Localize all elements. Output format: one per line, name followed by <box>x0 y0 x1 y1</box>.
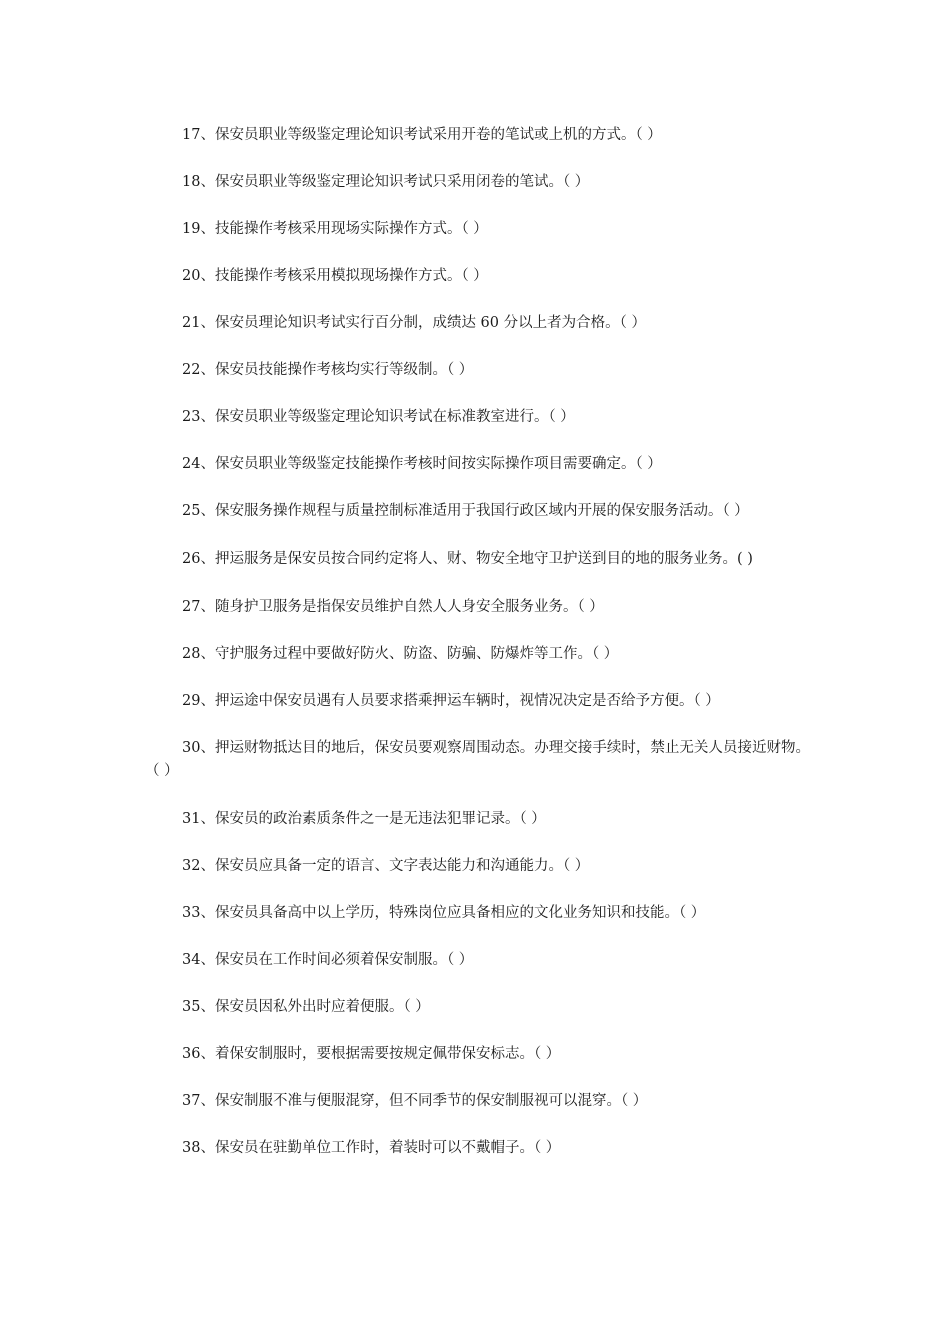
question-27: 27、随身护卫服务是指保安员维护自然人人身安全服务业务。（ ） <box>182 599 604 615</box>
question-26: 26、押运服务是保安员按合同约定将人、财、物安全地守卫护送到目的地的服务业务。( ) <box>182 551 753 567</box>
question-list <box>145 124 810 1184</box>
question-37: 37、保安制服不准与便服混穿，但不同季节的保安制服视可以混穿。（ ） <box>182 1093 648 1109</box>
question-35: 35、保安员因私外出时应着便服。（ ） <box>182 999 430 1015</box>
question-31: 31、保安员的政治素质条件之一是无违法犯罪记录。（ ） <box>182 811 546 827</box>
question-20: 20、技能操作考核采用模拟现场操作方式。（ ） <box>182 268 488 284</box>
question-34: 34、保安员在工作时间必须着保安制服。（ ） <box>182 952 474 968</box>
question-19: 19、技能操作考核采用现场实际操作方式。（ ） <box>182 221 488 237</box>
question-17: 17、保安员职业等级鉴定理论知识考试采用开卷的笔试或上机的方式。（ ） <box>182 127 662 143</box>
question-18: 18、保安员职业等级鉴定理论知识考试只采用闭卷的笔试。（ ） <box>182 174 590 190</box>
question-36: 36、着保安制服时，要根据需要按规定佩带保安标志。（ ） <box>182 1046 561 1062</box>
question-21: 21、保安员理论知识考试实行百分制，成绩达 60 分以上者为合格。（ ） <box>182 315 646 331</box>
question-33: 33、保安员具备高中以上学历，特殊岗位应具备相应的文化业务知识和技能。（ ） <box>182 905 706 921</box>
question-32: 32、保安员应具备一定的语言、文字表达能力和沟通能力。（ ） <box>182 858 590 874</box>
question-38: 38、保安员在驻勤单位工作时，着装时可以不戴帽子。（ ） <box>182 1140 561 1156</box>
question-24: 24、保安员职业等级鉴定技能操作考核时间按实际操作项目需要确定。（ ） <box>182 456 662 472</box>
question-28: 28、守护服务过程中要做好防火、防盗、防骗、防爆炸等工作。（ ） <box>182 646 619 662</box>
question-29: 29、押运途中保安员遇有人员要求搭乘押运车辆时，视情况决定是否给予方便。（ ） <box>182 693 720 709</box>
question-22: 22、保安员技能操作考核均实行等级制。（ ） <box>182 362 474 378</box>
question-25: 25、保安服务操作规程与质量控制标准适用于我国行政区域内开展的保安服务活动。（ ） <box>182 503 749 519</box>
question-23: 23、保安员职业等级鉴定理论知识考试在标准教室进行。（ ） <box>182 409 575 425</box>
question-30: 30、押运财物抵达目的地后，保安员要观察周围动态。办理交接手续时，禁止无关人员接近财物。（ ） <box>145 740 810 779</box>
